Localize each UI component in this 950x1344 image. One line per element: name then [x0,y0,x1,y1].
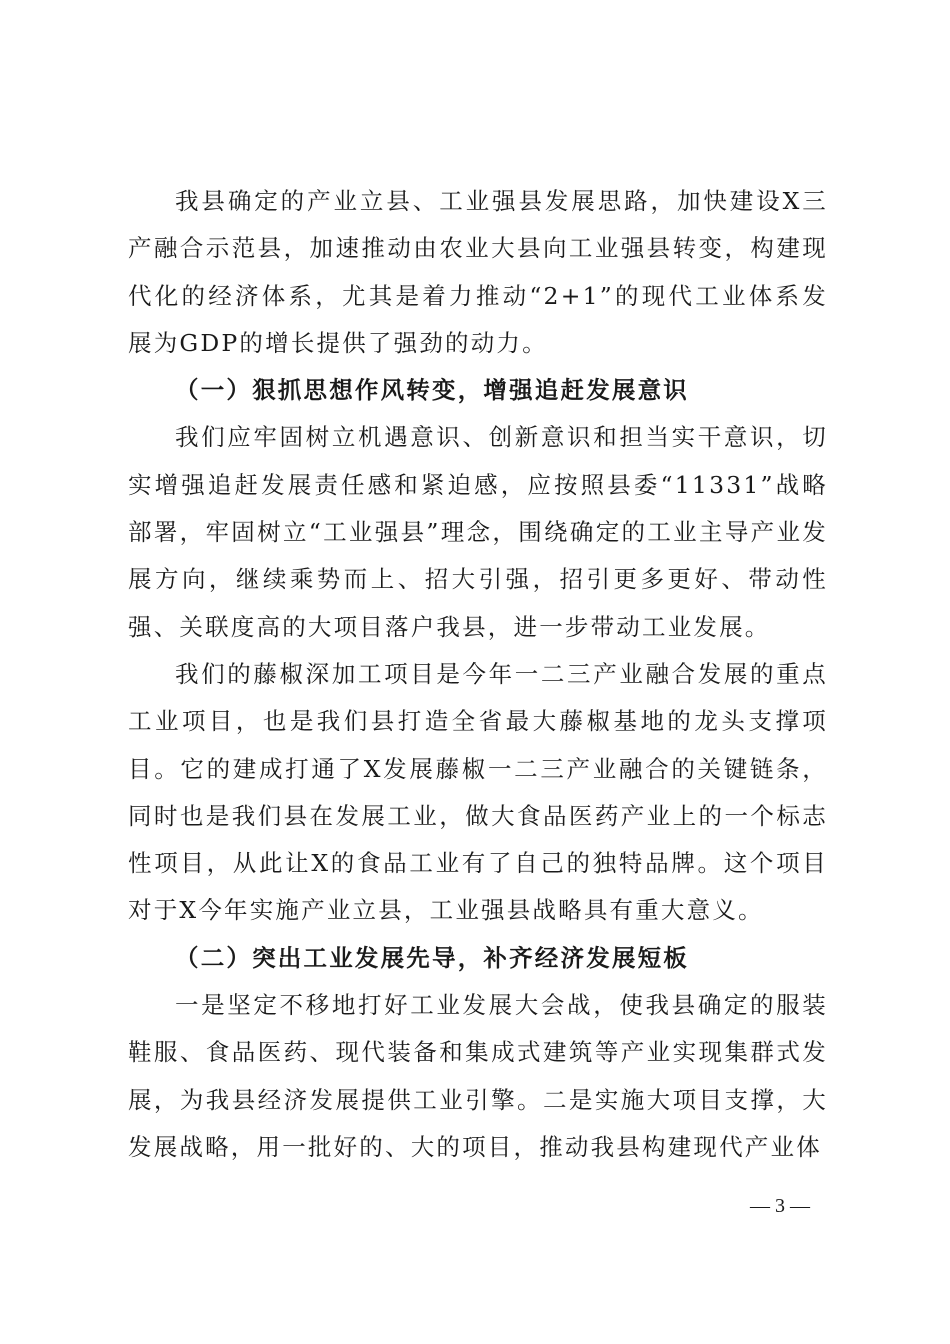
paragraph-intro: 我县确定的产业立县、工业强县发展思路，加快建设X三产融合示范县，加速推动由农业大县向工业强县转变，构建现代化的经济体系，尤其是着力推动“2+1”的现代工业体系发展为GDP的增长提供了强劲的动力。 [128,187,828,357]
paragraph-pepper-project: 我们的藤椒深加工项目是今年一二三产业融合发展的重点工业项目，也是我们县打造全省最大藤椒基地的龙头支撑项目。它的建成打通了X发展藤椒一二三产业融合的关键链条，同时也是我们县在发展工业，做大食品医药产业上的一个标志性项目，从此让X的食品工业有了自己的独特品牌。这个项目对于X今年实施产业立县，工业强县战略具有重大意义。 [128,659,828,925]
page-number: — 3 — [750,1195,810,1217]
paragraph-industry-battle: 一是坚定不移地打好工业发展大会战，使我县确定的服装鞋服、食品医药、现代装备和集成式建筑等产业实现集群式发展，为我县经济发展提供工业引擎。二是实施大项目支撑，大发展战略，用一批好的、大的项目，推动我县构建现代产业体 [128,991,828,1161]
section-heading-1: （一）狠抓思想作风转变，增强追赶发展意识 [175,376,689,405]
document-body [128,178,828,1171]
section-heading-2: （二）突出工业发展先导，补齐经济发展短板 [175,943,689,972]
paragraph-awareness: 我们应牢固树立机遇意识、创新意识和担当实干意识，切实增强追赶发展责任感和紧迫感，应按照县委“11331”战略部署，牢固树立“工业强县”理念，围绕确定的工业主导产业发展方向，继续乘势而上、招大引强，招引更多更好、带动性强、关联度高的大项目落户我县，进一步带动工业发展。 [128,423,828,641]
